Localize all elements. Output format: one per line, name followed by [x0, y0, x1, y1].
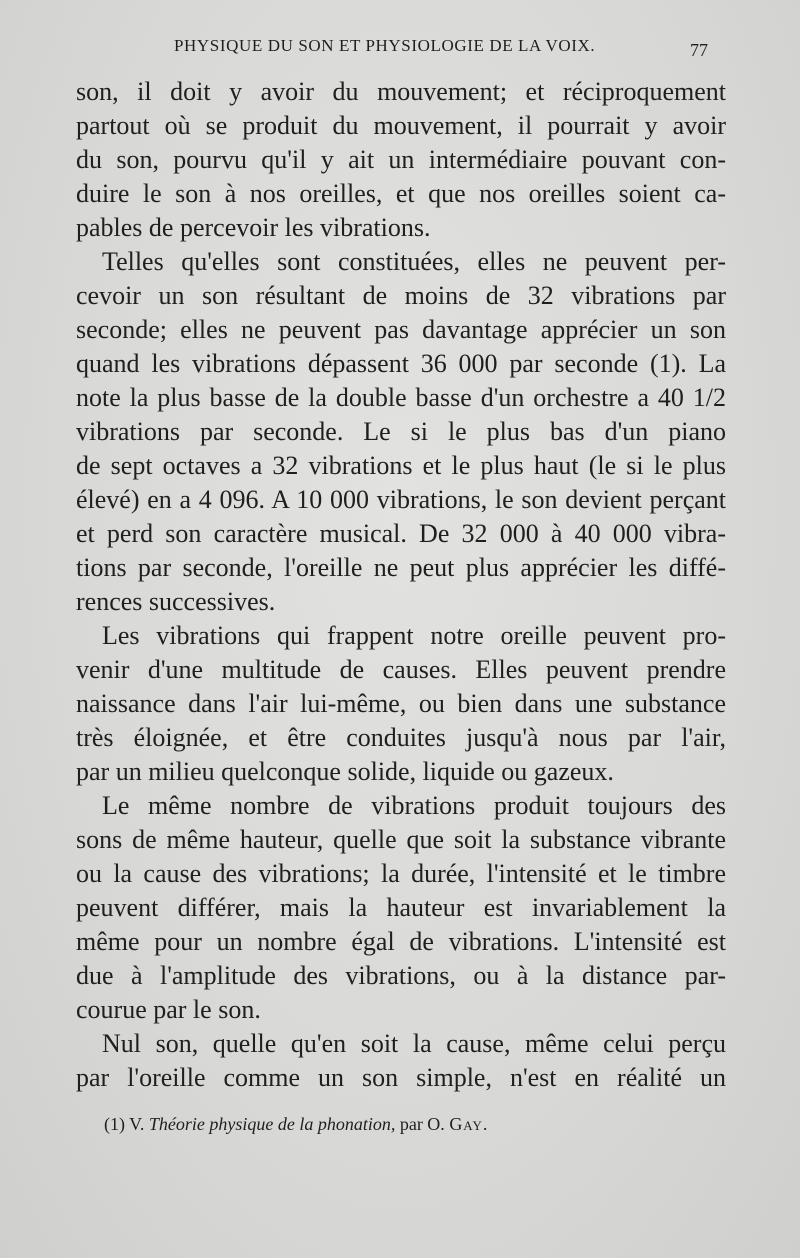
text-line: quand les vibrations dépassent 36 000 par seconde (1). La: [76, 349, 726, 378]
text-line: naissance dans l'air lui-même, ou bien dans une substance: [76, 689, 726, 718]
footnote-author: Gay.: [449, 1114, 489, 1134]
text-line: partout où se produit du mouvement, il pourrait y avoir: [76, 111, 726, 140]
text-line: due à l'amplitude des vibrations, ou à la distance par-: [76, 961, 726, 990]
text-line: Les vibrations qui frappent notre oreille peuvent pro-: [102, 621, 726, 650]
page-number: 77: [690, 40, 708, 60]
text-line: sons de même hauteur, quelle que soit la substance vibrante: [76, 825, 726, 854]
running-title: PHYSIQUE DU SON ET PHYSIOLOGIE DE LA VOIX.: [174, 36, 596, 55]
text-line: Le même nombre de vibrations produit toujours des: [102, 791, 726, 820]
text-line: courue par le son.: [76, 995, 261, 1024]
text-line: peuvent différer, mais la hauteur est invariablement la: [76, 893, 726, 922]
body-text: [76, 75, 726, 1095]
text-line: par l'oreille comme un son simple, n'est en réalité un: [76, 1063, 726, 1092]
footnote: [104, 1114, 488, 1135]
text-line: vibrations par seconde. Le si le plus bas d'un piano: [76, 417, 726, 446]
text-line: Nul son, quelle qu'en soit la cause, même celui perçu: [102, 1029, 726, 1058]
footnote-by: par O.: [399, 1114, 445, 1134]
text-line: tions par seconde, l'oreille ne peut plus apprécier les diffé-: [76, 553, 726, 582]
footnote-marker: (1) V.: [104, 1114, 145, 1134]
text-line: rences successives.: [76, 587, 276, 616]
text-line: note la plus basse de la double basse d'un orchestre a 40 1/2: [76, 383, 726, 412]
text-line: seconde; elles ne peuvent pas davantage apprécier un son: [76, 315, 726, 344]
text-line: et perd son caractère musical. De 32 000 à 40 000 vibra-: [76, 519, 726, 548]
text-line: de sept octaves a 32 vibrations et le plus haut (le si le plus: [76, 451, 726, 480]
text-line: Telles qu'elles sont constituées, elles ne peuvent per-: [102, 247, 726, 276]
text-line: duire le son à nos oreilles, et que nos oreilles soient ca-: [76, 179, 726, 208]
running-head: [0, 36, 800, 64]
text-line: élevé) en a 4 096. A 10 000 vibrations, le son devient perçant: [76, 485, 726, 514]
footnote-title: Théorie physique de la phonation,: [148, 1114, 396, 1134]
text-line: venir d'une multitude de causes. Elles peuvent prendre: [76, 655, 726, 684]
text-line: très éloignée, et être conduites jusqu'à nous par l'air,: [76, 723, 726, 752]
text-line: par un milieu quelconque solide, liquide ou gazeux.: [76, 757, 614, 786]
text-line: son, il doit y avoir du mouvement; et réciproquement: [76, 77, 726, 106]
text-line: ou la cause des vibrations; la durée, l'intensité et le timbre: [76, 859, 726, 888]
text-line: même pour un nombre égal de vibrations. L'intensité est: [76, 927, 726, 956]
text-line: cevoir un son résultant de moins de 32 vibrations par: [76, 281, 726, 310]
text-line: pables de percevoir les vibrations.: [76, 213, 431, 242]
text-line: du son, pourvu qu'il y ait un intermédiaire pouvant con-: [76, 145, 726, 174]
